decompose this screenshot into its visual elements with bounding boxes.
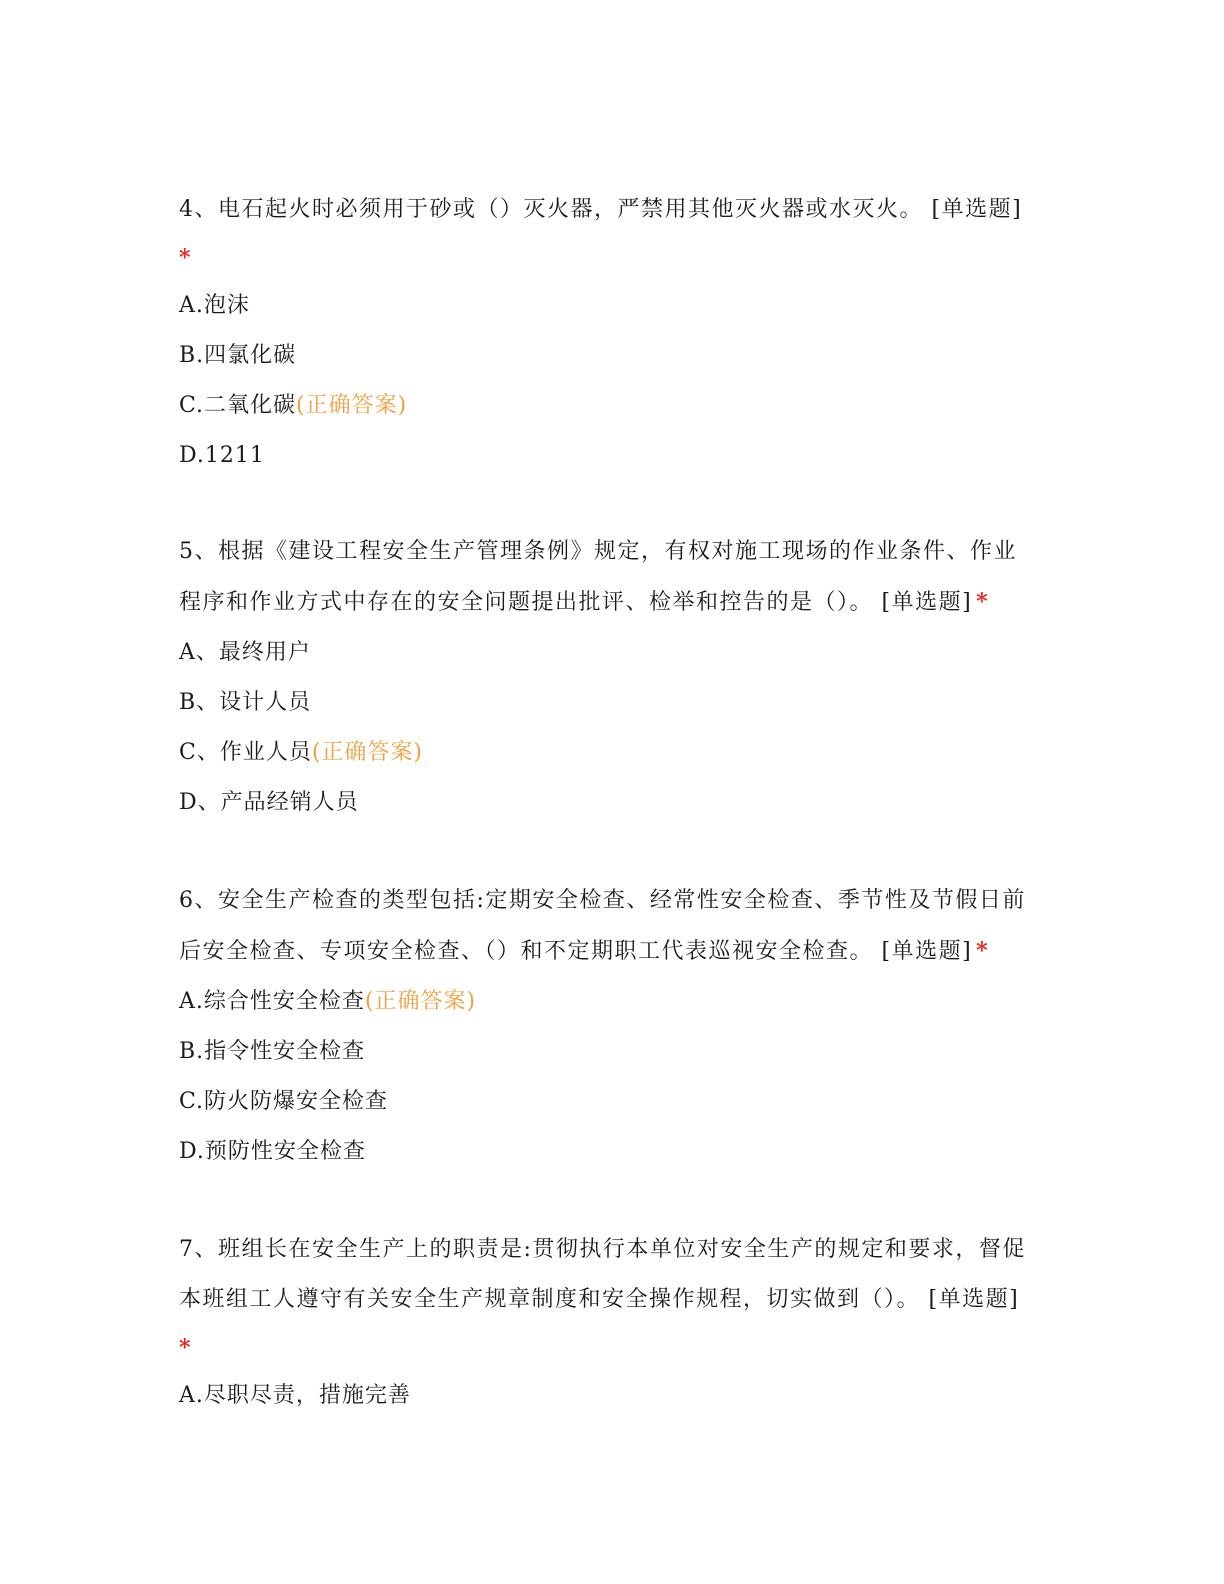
question-7 — [179, 1225, 1039, 1421]
question-stem-text: 7、班组长在安全生产上的职责是:贯彻执行本单位对安全生产的规定和要求，督促本班组工人遵守有关安全生产规章制度和安全操作规程，切实做到（）。 [单选题] — [179, 1237, 1026, 1312]
option-c — [179, 1077, 1039, 1127]
question-5 — [179, 527, 1039, 828]
question-stem-text: 5、根据《建设工程安全生产管理条例》规定，有权对施工现场的作业条件、作业程序和作业方式中存在的安全问题提出批评、检举和控告的是（）。 [单选题] — [179, 539, 1017, 615]
required-mark: * — [179, 1335, 193, 1361]
option-c — [179, 381, 1039, 431]
option-label: A、最终用户 — [179, 640, 311, 665]
correct-answer-tag: (正确答案) — [364, 989, 477, 1014]
required-mark: * — [976, 938, 990, 964]
option-a — [179, 977, 1039, 1027]
option-label: C、作业人员 — [179, 740, 312, 765]
question-stem — [179, 876, 1039, 977]
required-mark: * — [976, 589, 990, 615]
option-label: D、产品经销人员 — [179, 790, 359, 815]
option-b — [179, 678, 1039, 728]
question-stem — [179, 527, 1039, 628]
option-label: C.二氧化碳 — [179, 393, 297, 418]
option-label: B.四氯化碳 — [179, 343, 297, 368]
option-d — [179, 778, 1039, 828]
question-6 — [179, 876, 1039, 1177]
option-c — [179, 728, 1039, 778]
question-stem-text: 6、安全生产检查的类型包括:定期安全检查、经常性安全检查、季节性及节假日前后安全检查、专项安全检查、（）和不定期职工代表巡视安全检查。 [单选题] — [179, 888, 1026, 964]
required-mark: * — [179, 245, 193, 271]
question-stem-text: 4、电石起火时必须用于砂或（）灭火器，严禁用其他灭火器或水灭火。 [单选题] — [179, 197, 1023, 222]
correct-answer-tag: (正确答案) — [311, 740, 424, 765]
option-label: D.预防性安全检查 — [179, 1139, 366, 1164]
option-label: C.防火防爆安全检查 — [179, 1089, 389, 1114]
option-a — [179, 1371, 1039, 1421]
option-label: B、设计人员 — [179, 690, 312, 715]
option-a — [179, 281, 1039, 331]
option-label: B.指令性安全检查 — [179, 1039, 366, 1064]
option-d — [179, 1127, 1039, 1177]
option-b — [179, 1027, 1039, 1077]
option-b — [179, 331, 1039, 381]
option-a — [179, 628, 1039, 678]
question-stem — [179, 1225, 1039, 1371]
option-label: A.综合性安全检查 — [179, 989, 365, 1014]
option-label: A.尽职尽责，措施完善 — [179, 1383, 411, 1408]
option-d — [179, 431, 1039, 481]
correct-answer-tag: (正确答案) — [296, 393, 408, 418]
option-label: D.1211 — [179, 443, 265, 468]
question-4 — [179, 185, 1039, 481]
question-stem — [179, 185, 1039, 281]
option-label: A.泡沫 — [179, 293, 250, 318]
